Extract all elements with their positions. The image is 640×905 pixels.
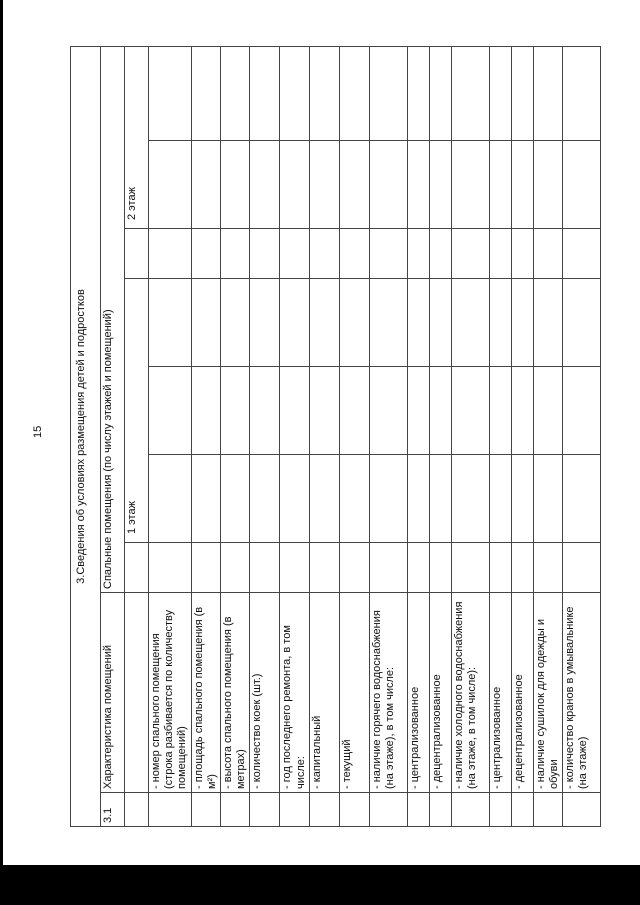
value-cell[interactable] [369, 141, 407, 229]
value-cell[interactable] [280, 455, 309, 543]
value-cell[interactable] [191, 543, 220, 593]
table-row [369, 47, 407, 827]
value-cell[interactable] [250, 47, 280, 141]
value-cell[interactable] [250, 455, 280, 543]
value-cell[interactable] [407, 141, 429, 229]
value-cell[interactable] [489, 367, 511, 455]
row-number-cell [533, 793, 562, 827]
value-cell[interactable] [250, 141, 280, 229]
value-cell[interactable] [533, 47, 562, 141]
row-label: - централизованное [489, 593, 511, 793]
value-cell[interactable] [533, 367, 562, 455]
value-cell[interactable] [149, 455, 192, 543]
value-cell[interactable] [563, 543, 601, 593]
value-cell[interactable] [533, 229, 562, 279]
col-sleeping-rooms: Спальные помещения (по числу этажей и помещений) [101, 47, 125, 593]
value-cell[interactable] [407, 47, 429, 141]
rotated-page [70, 47, 630, 827]
row-label: - площадь спального помещения (в м²) [191, 593, 220, 793]
value-cell[interactable] [339, 367, 369, 455]
value-cell[interactable] [429, 141, 451, 229]
scan-edge-bottom [0, 865, 640, 905]
value-cell[interactable] [250, 279, 280, 367]
empty-cell [125, 229, 149, 279]
value-cell[interactable] [407, 279, 429, 367]
table-row [407, 47, 429, 827]
value-cell[interactable] [451, 279, 489, 367]
table-row [563, 47, 601, 827]
row-label: - наличие горячего водоснабжения (на этаже), в том числе: [369, 593, 407, 793]
value-cell[interactable] [511, 367, 533, 455]
row-number-cell [451, 793, 489, 827]
value-cell[interactable] [149, 229, 192, 279]
section-title: 3.Сведения об условиях размещения детей и подростков [71, 47, 101, 827]
value-cell[interactable] [489, 229, 511, 279]
value-cell[interactable] [451, 455, 489, 543]
value-cell[interactable] [489, 279, 511, 367]
table-row [339, 47, 369, 827]
row-label: - количество кранов в умывальнике (на этаже) [563, 593, 601, 793]
row-number-cell [407, 793, 429, 827]
value-cell[interactable] [280, 279, 309, 367]
value-cell[interactable] [191, 47, 220, 141]
value-cell[interactable] [339, 543, 369, 593]
value-cell[interactable] [220, 279, 249, 367]
row-label: - текущий [339, 593, 369, 793]
floor-1-header: 1 этаж [125, 279, 149, 543]
value-cell[interactable] [309, 229, 339, 279]
value-cell[interactable] [220, 141, 249, 229]
value-cell[interactable] [339, 279, 369, 367]
table-row [220, 47, 249, 827]
value-cell[interactable] [280, 543, 309, 593]
value-cell[interactable] [220, 367, 249, 455]
value-cell[interactable] [149, 367, 192, 455]
value-cell[interactable] [280, 229, 309, 279]
value-cell[interactable] [563, 455, 601, 543]
value-cell[interactable] [191, 367, 220, 455]
value-cell[interactable] [511, 47, 533, 141]
row-number-cell [339, 793, 369, 827]
value-cell[interactable] [220, 543, 249, 593]
table-row [250, 47, 280, 827]
empty-cell [125, 593, 149, 793]
row-number-cell [149, 793, 192, 827]
value-cell[interactable] [489, 141, 511, 229]
value-cell[interactable] [369, 47, 407, 141]
value-cell[interactable] [309, 141, 339, 229]
row-number-cell [489, 793, 511, 827]
row-label: - высота спального помещения (в метрах) [220, 593, 249, 793]
table-row [511, 47, 533, 827]
value-cell[interactable] [191, 229, 220, 279]
row-label: - наличие холодного водоснабжения (на этаже, в том числе): [451, 593, 489, 793]
value-cell[interactable] [533, 279, 562, 367]
row-label: - децентрализованное [511, 593, 533, 793]
row-number-cell [563, 793, 601, 827]
value-cell[interactable] [451, 543, 489, 593]
table-row [280, 47, 309, 827]
value-cell[interactable] [149, 141, 192, 229]
row-label: - капитальный [309, 593, 339, 793]
value-cell[interactable] [280, 141, 309, 229]
page-number: 15 [32, 425, 44, 438]
table-row [489, 47, 511, 827]
value-cell[interactable] [407, 543, 429, 593]
value-cell[interactable] [429, 367, 451, 455]
table-row [191, 47, 220, 827]
value-cell[interactable] [533, 141, 562, 229]
value-cell[interactable] [511, 229, 533, 279]
value-cell[interactable] [489, 47, 511, 141]
row-label: - децентрализованное [429, 593, 451, 793]
value-cell[interactable] [429, 229, 451, 279]
value-cell[interactable] [339, 455, 369, 543]
value-cell[interactable] [220, 229, 249, 279]
table-row [451, 47, 489, 827]
value-cell[interactable] [429, 279, 451, 367]
row-number-cell [429, 793, 451, 827]
table-body [149, 47, 601, 827]
value-cell[interactable] [369, 367, 407, 455]
value-cell[interactable] [191, 141, 220, 229]
value-cell[interactable] [309, 279, 339, 367]
value-cell[interactable] [369, 229, 407, 279]
value-cell[interactable] [149, 279, 192, 367]
value-cell[interactable] [309, 367, 339, 455]
value-cell[interactable] [149, 543, 192, 593]
value-cell[interactable] [407, 455, 429, 543]
value-cell[interactable] [149, 47, 192, 141]
value-cell[interactable] [451, 141, 489, 229]
value-cell[interactable] [339, 141, 369, 229]
row-number-cell [280, 793, 309, 827]
scan-edge-left [0, 0, 3, 865]
value-cell[interactable] [339, 229, 369, 279]
value-cell[interactable] [369, 543, 407, 593]
value-cell[interactable] [451, 229, 489, 279]
value-cell[interactable] [309, 455, 339, 543]
floor-2-header: 2 этаж [125, 47, 149, 229]
value-cell[interactable] [489, 543, 511, 593]
rooms-table [70, 46, 601, 827]
value-cell[interactable] [280, 47, 309, 141]
col-characteristics: Характеристика помещений [101, 593, 125, 793]
value-cell[interactable] [451, 367, 489, 455]
value-cell[interactable] [309, 47, 339, 141]
value-cell[interactable] [191, 455, 220, 543]
value-cell[interactable] [511, 543, 533, 593]
table-row [533, 47, 562, 827]
table-row [429, 47, 451, 827]
value-cell[interactable] [489, 455, 511, 543]
table-row [149, 47, 192, 827]
value-cell[interactable] [309, 543, 339, 593]
row-number-cell [309, 793, 339, 827]
row-label: - номер спального помещения (строка разбивается по количеству помещений) [149, 593, 192, 793]
value-cell[interactable] [511, 455, 533, 543]
value-cell[interactable] [533, 455, 562, 543]
value-cell[interactable] [191, 279, 220, 367]
value-cell[interactable] [563, 279, 601, 367]
value-cell[interactable] [250, 543, 280, 593]
value-cell[interactable] [451, 47, 489, 141]
row-number-cell [250, 793, 280, 827]
empty-cell [125, 793, 149, 827]
value-cell[interactable] [563, 141, 601, 229]
row-number-cell [511, 793, 533, 827]
value-cell[interactable] [429, 455, 451, 543]
row-number-cell [369, 793, 407, 827]
row-label: - количество коек (шт.) [250, 593, 280, 793]
value-cell[interactable] [511, 141, 533, 229]
value-cell[interactable] [220, 47, 249, 141]
value-cell[interactable] [533, 543, 562, 593]
value-cell[interactable] [429, 543, 451, 593]
row-number-cell [220, 793, 249, 827]
value-cell[interactable] [511, 279, 533, 367]
empty-cell [125, 543, 149, 593]
value-cell[interactable] [563, 367, 601, 455]
value-cell[interactable] [369, 279, 407, 367]
table-row [309, 47, 339, 827]
value-cell[interactable] [250, 367, 280, 455]
row-label: - год последнего ремонта, в том числе: [280, 593, 309, 793]
row-number-cell [191, 793, 220, 827]
value-cell[interactable] [407, 229, 429, 279]
value-cell[interactable] [369, 455, 407, 543]
value-cell[interactable] [280, 367, 309, 455]
value-cell[interactable] [429, 47, 451, 141]
row-label: - наличие сушилок для одежды и обуви [533, 593, 562, 793]
row-label: - централизованное [407, 593, 429, 793]
value-cell[interactable] [339, 47, 369, 141]
value-cell[interactable] [563, 229, 601, 279]
value-cell[interactable] [220, 455, 249, 543]
value-cell[interactable] [563, 47, 601, 141]
value-cell[interactable] [250, 229, 280, 279]
section-number: 3.1 [101, 793, 125, 827]
value-cell[interactable] [407, 367, 429, 455]
